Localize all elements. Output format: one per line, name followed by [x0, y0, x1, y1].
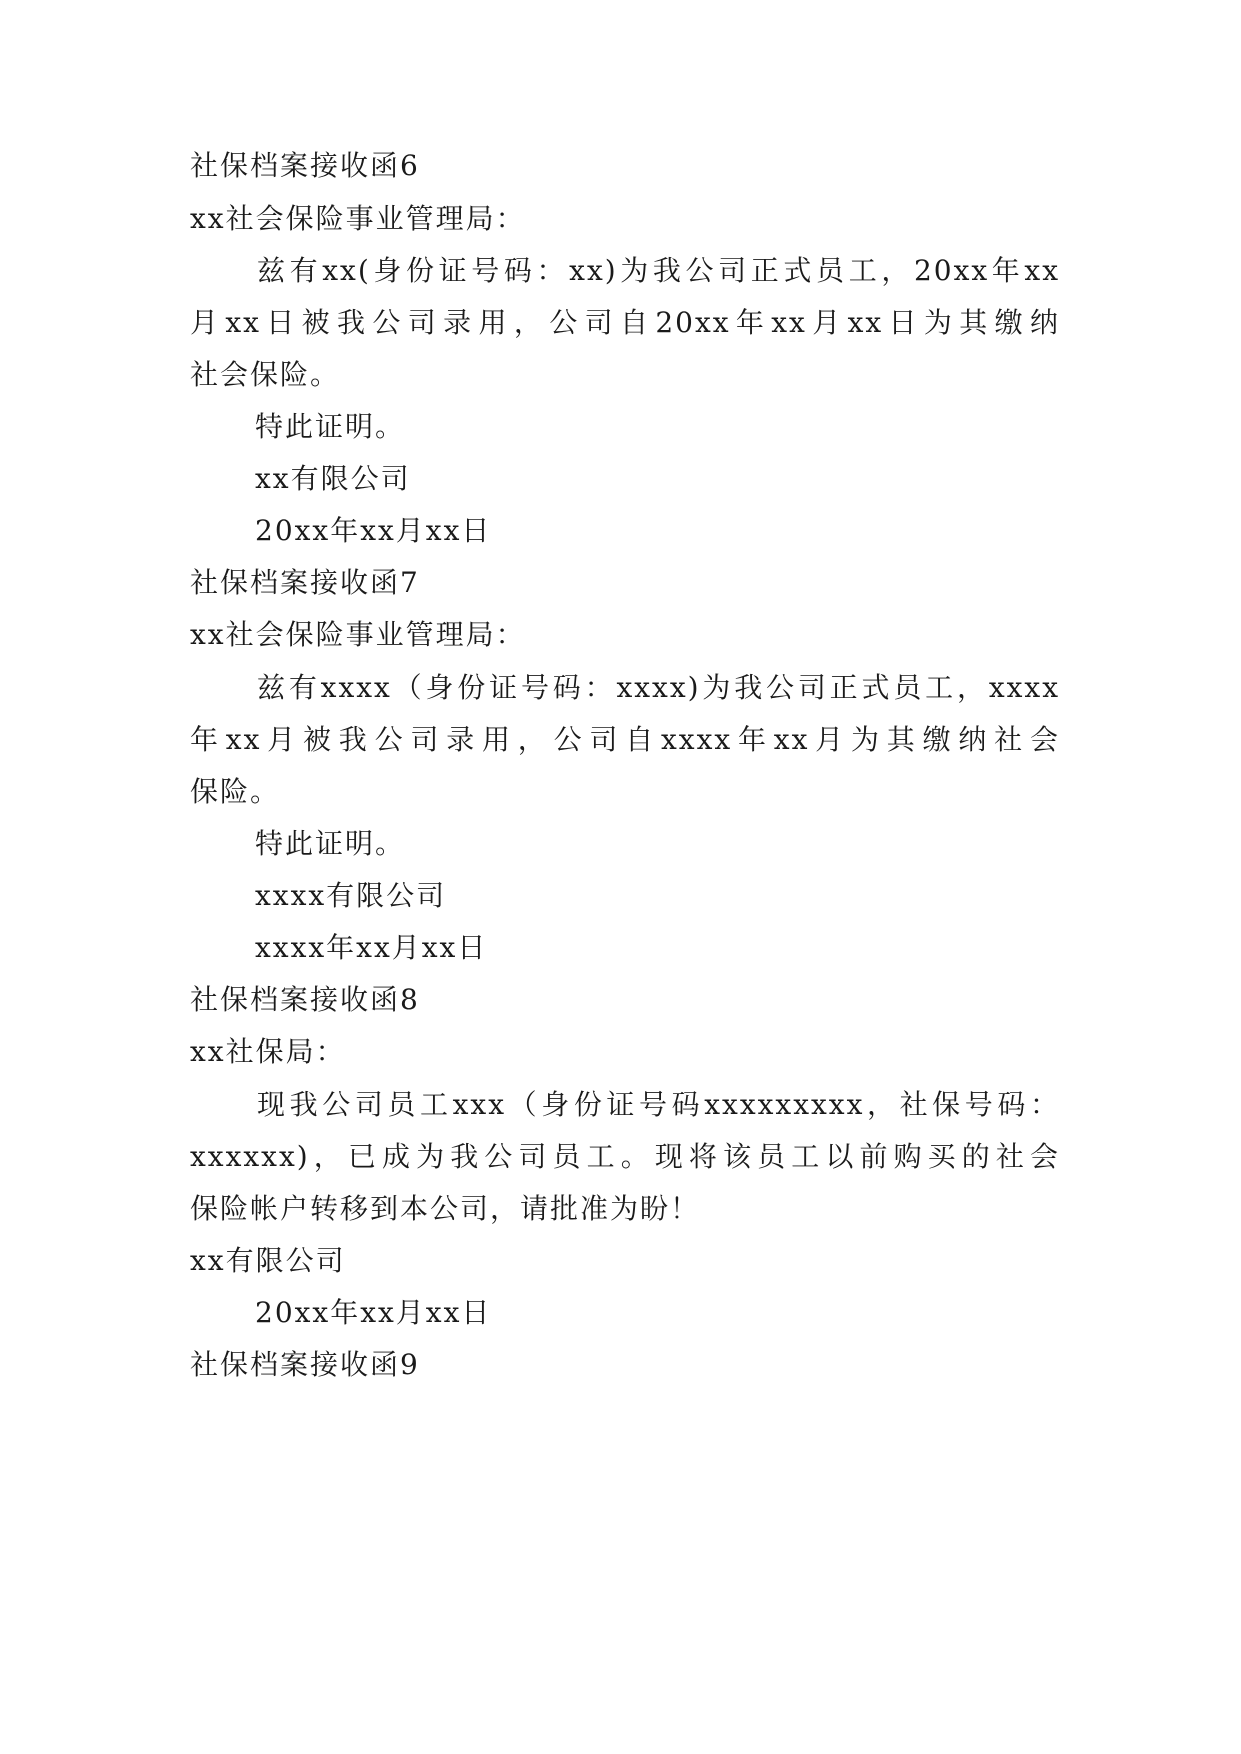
closing-text: 特此证明。 — [255, 410, 406, 443]
letter-date: 20xx年xx月xx日 — [255, 1296, 492, 1329]
body-line: 兹有xx(身份证号码：xx)为我公司正式员工，20xx年xx — [257, 254, 1060, 287]
letter-title: 社保档案接收函6 — [190, 149, 420, 182]
letter-title: 社保档案接收函8 — [190, 983, 420, 1016]
addressee: xx社会保险事业管理局： — [190, 618, 526, 651]
letter-date: xxxx年xx月xx日 — [255, 931, 488, 964]
company-name: xxxx有限公司 — [255, 879, 447, 912]
company-name: xx有限公司 — [190, 1244, 346, 1277]
addressee: xx社保局： — [190, 1035, 346, 1068]
letter-title: 社保档案接收函9 — [190, 1348, 420, 1381]
body-line: 社会保险。 — [190, 358, 341, 391]
body-line: xxxxxx)，已成为我公司员工。现将该员工以前购买的社会 — [190, 1140, 1060, 1173]
body-line: 保险。 — [190, 775, 281, 808]
closing-text: 特此证明。 — [255, 827, 406, 860]
body-line: 兹有xxxx（身份证号码：xxxx)为我公司正式员工，xxxx — [257, 671, 1060, 704]
body-line: 现我公司员工xxx（身份证号码xxxxxxxxx，社保号码： — [257, 1088, 1060, 1121]
letter-date: 20xx年xx月xx日 — [255, 514, 492, 547]
addressee: xx社会保险事业管理局： — [190, 202, 526, 235]
company-name: xx有限公司 — [255, 462, 411, 495]
body-line: 保险帐户转移到本公司，请批准为盼！ — [190, 1192, 701, 1225]
body-line: 月xx日被我公司录用，公司自20xx年xx月xx日为其缴纳 — [190, 306, 1060, 339]
body-line: 年xx月被我公司录用，公司自xxxx年xx月为其缴纳社会 — [190, 723, 1060, 756]
letter-title: 社保档案接收函7 — [190, 566, 420, 599]
